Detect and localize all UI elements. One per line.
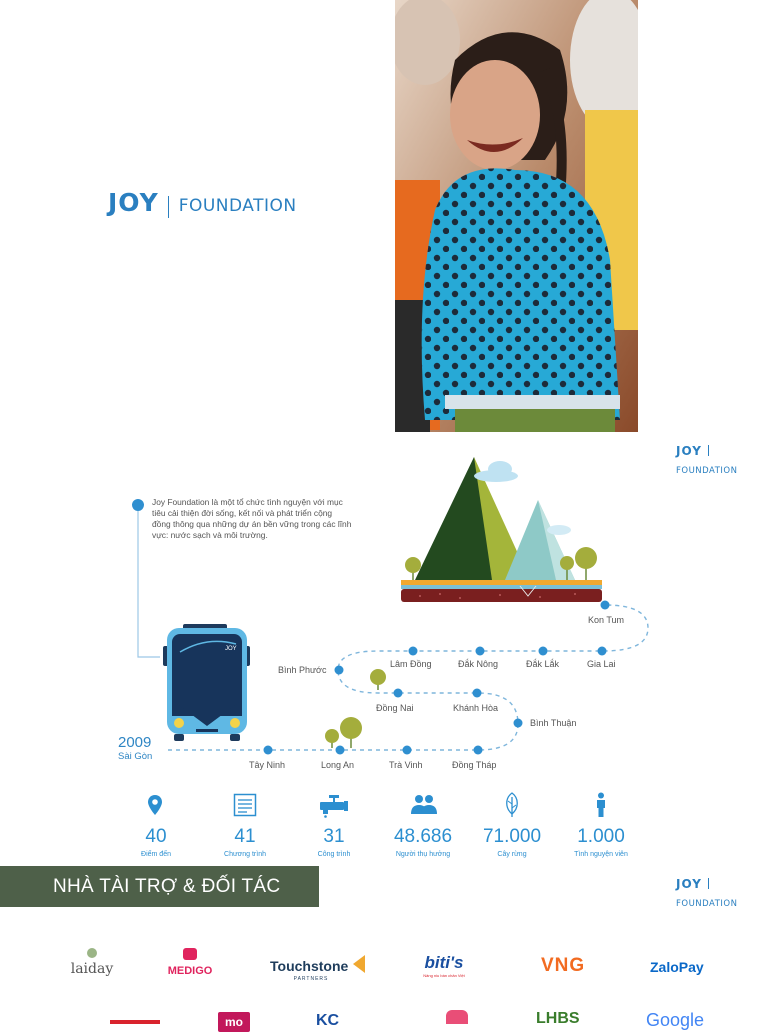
place-tay-ninh: Tây Ninh bbox=[249, 760, 286, 770]
stat-label-destinations: Điểm đến bbox=[141, 851, 171, 858]
joy-foundation-logo-partners bbox=[676, 875, 768, 909]
joy-foundation-logo-top bbox=[108, 188, 297, 216]
partner-zalopay-logo bbox=[650, 959, 704, 977]
partner-google-logo bbox=[646, 1010, 704, 1031]
partner-mo-name: mo bbox=[225, 1015, 243, 1029]
intro-pin-dot bbox=[132, 499, 144, 511]
partner-touchstone-name: Touchstone bbox=[270, 958, 349, 974]
place-dong-thap: Đồng Tháp bbox=[452, 760, 497, 770]
logo-foundation-text: FOUNDATION bbox=[676, 466, 738, 476]
place-dak-nong: Đắk Nông bbox=[458, 659, 499, 669]
partner-vng-logo bbox=[541, 955, 585, 977]
laiday-mark-icon bbox=[87, 948, 97, 958]
people-icon bbox=[410, 794, 438, 816]
logo-foundation-text: FOUNDATION bbox=[676, 899, 738, 909]
start-city: Sài Gòn bbox=[118, 751, 153, 762]
touchstone-mark-icon bbox=[353, 955, 365, 973]
stat-label-programs: Chương trình bbox=[224, 851, 266, 858]
mountain-scene bbox=[401, 457, 602, 602]
stat-value-volunteers: 1.000 bbox=[577, 826, 625, 847]
partner-laiday-name: laiday bbox=[70, 961, 114, 977]
place-binh-phuoc: Bình Phước bbox=[278, 665, 327, 675]
partner-bitis-name: biti's bbox=[424, 953, 464, 972]
partners-heading: NHÀ TÀI TRỢ & ĐỐI TÁC bbox=[0, 866, 319, 907]
intro-paragraph: Joy Foundation là một tổ chức tình nguyện với mục tiêu cải thiện đời sống, kết nối và phát triển cộng đồng thông qua những dự án bền vững trong các lĩnh vực: nước sạch và môi trường. bbox=[152, 497, 352, 540]
laughing-child-photo bbox=[395, 0, 638, 432]
stat-label-trees: Cây rừng bbox=[497, 851, 527, 858]
stat-value-beneficiaries: 48.686 bbox=[393, 826, 453, 847]
document-icon bbox=[233, 793, 257, 817]
partner-bitis-logo bbox=[418, 953, 470, 978]
partner-medigo-logo bbox=[165, 948, 215, 979]
journey-map bbox=[0, 440, 768, 790]
stat-label-projects: Công trình bbox=[317, 851, 351, 858]
partner-laiday-logo bbox=[68, 948, 116, 978]
logo-separator bbox=[708, 878, 709, 889]
start-year: 2009 bbox=[118, 734, 152, 751]
stat-label-beneficiaries: Người thụ hưởng bbox=[395, 851, 451, 858]
partner-zalopay-name: ZaloPay bbox=[650, 959, 704, 975]
partner-google-name: Google bbox=[646, 1010, 705, 1030]
stat-value-projects: 31 bbox=[323, 826, 345, 847]
place-long-an: Long An bbox=[321, 760, 355, 770]
partner-mo-logo bbox=[218, 1012, 250, 1032]
partner-bitis-sub: Nâng niu bàn chân Việt bbox=[423, 973, 465, 978]
partner-kc-logo bbox=[316, 1012, 339, 1030]
person-icon bbox=[595, 792, 607, 818]
stat-value-programs: 41 bbox=[234, 826, 256, 847]
logo-joy-text: JOY bbox=[108, 188, 159, 217]
partner-lhbs-logo bbox=[536, 1010, 580, 1028]
tree-dong-nai bbox=[370, 669, 386, 690]
route-stops bbox=[264, 601, 610, 755]
place-dong-nai: Đồng Nai bbox=[376, 703, 414, 713]
partner-kc-name: KC bbox=[316, 1012, 340, 1029]
place-kon-tum: Kon Tum bbox=[588, 615, 625, 625]
intro-connector-line bbox=[138, 511, 160, 657]
place-khanh-hoa: Khánh Hòa bbox=[453, 703, 499, 713]
stat-value-destinations: 40 bbox=[145, 826, 167, 847]
stat-value-trees: 71.000 bbox=[482, 826, 542, 847]
place-tra-vinh: Trà Vinh bbox=[389, 760, 423, 770]
partner-medigo-name: MEDIGO bbox=[167, 965, 213, 977]
leaf-icon bbox=[503, 792, 521, 818]
stat-label-volunteers: Tình nguyện viên bbox=[574, 851, 628, 858]
partner-v-mark-icon bbox=[446, 1010, 468, 1024]
joy-bus-icon bbox=[163, 624, 250, 741]
place-gia-lai: Gia Lai bbox=[587, 659, 616, 669]
location-pin-icon bbox=[147, 794, 163, 816]
partner-row2-left-bar bbox=[110, 1020, 160, 1024]
water-tap-icon bbox=[318, 794, 350, 818]
place-binh-thuan: Bình Thuận bbox=[530, 718, 577, 728]
place-dak-lak: Đắk Lắk bbox=[526, 659, 560, 669]
logo-separator bbox=[168, 196, 169, 218]
logo-joy-text: JOY bbox=[676, 444, 702, 458]
partner-vng-name: VNG bbox=[541, 955, 586, 976]
trees-long-an bbox=[325, 717, 362, 748]
bus-label: JOY bbox=[225, 646, 237, 652]
place-lam-dong: Lâm Đồng bbox=[390, 659, 432, 669]
logo-joy-text: JOY bbox=[676, 877, 702, 891]
partner-lhbs-name: LHBS bbox=[536, 1010, 580, 1027]
medigo-mark-icon bbox=[183, 948, 197, 960]
partner-touchstone-sub: PARTNERS bbox=[293, 976, 329, 982]
logo-foundation-text: FOUNDATION bbox=[178, 196, 297, 216]
partner-touchstone-logo bbox=[270, 955, 365, 982]
